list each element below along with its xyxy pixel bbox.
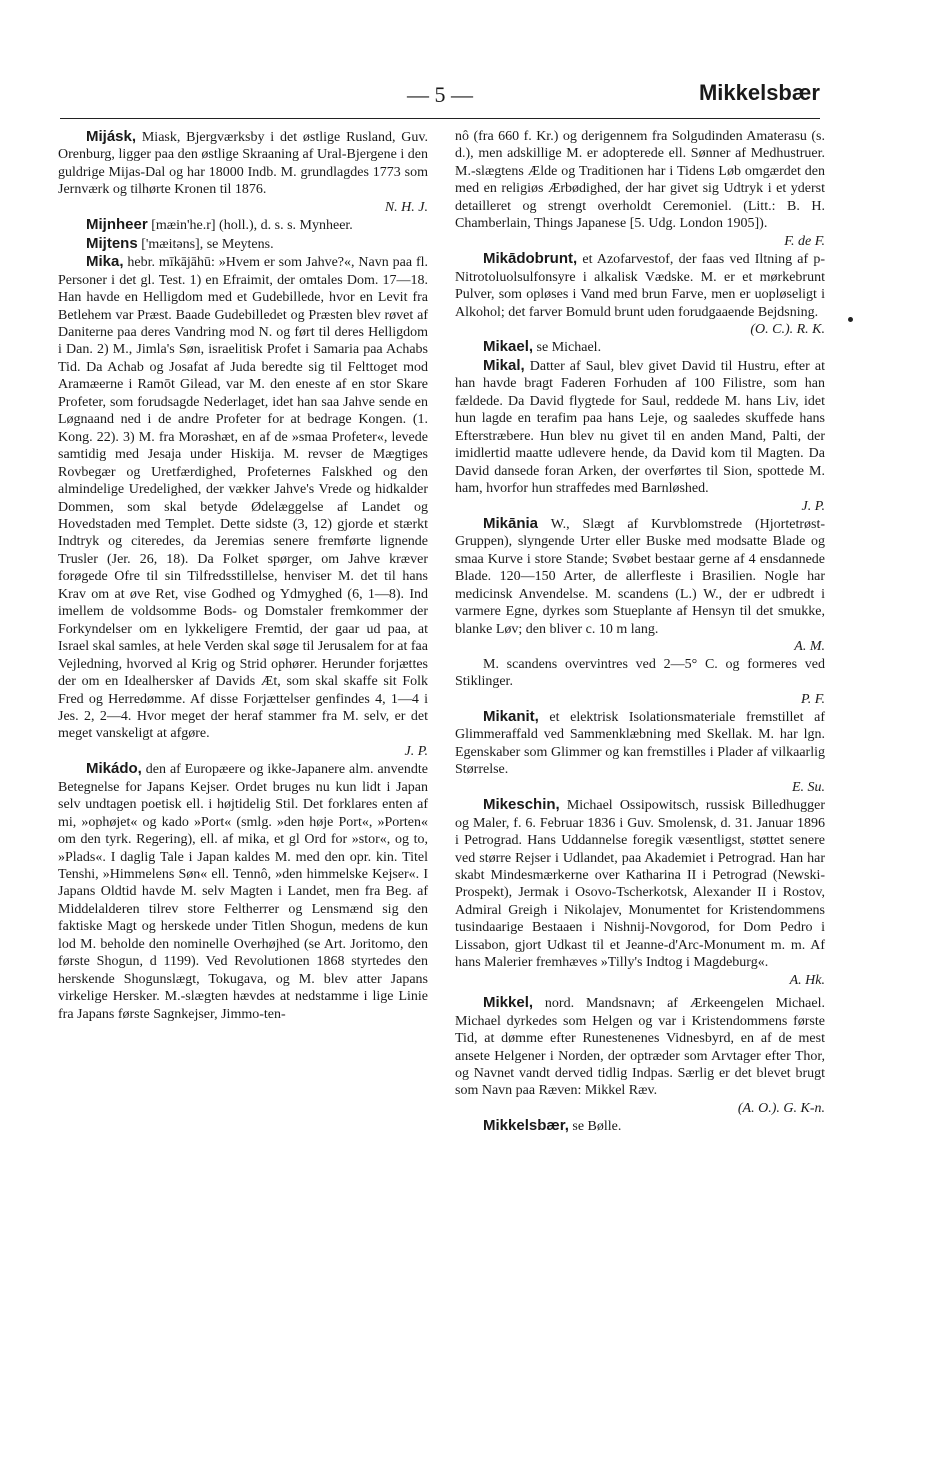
entry-headword: Mijásk, [86,128,137,145]
entry-text: se Michael. [533,340,602,356]
entry-mikado-continued [455,128,825,250]
right-column [455,128,825,1136]
entry-headword: Mikal, [483,356,525,374]
entry-mikadobrunt [455,250,825,338]
entry-headword: Mikkel, [483,994,534,1012]
header-rule [60,118,820,119]
entry-signature: N. H. J. [384,199,428,215]
entry-mikeschin [455,796,825,989]
entry-mijtens [58,235,428,253]
entry-headword: Mikānia [483,514,539,532]
page-header [60,80,820,112]
entry-text: M. scandens overvintres ved 2—5° C. og formeres ved Stiklinger. [455,656,825,690]
entry-mikania [455,515,825,656]
entry-text: et Azofarvestof, der faas ved Iltning af p-Nitrotoluolsulfonsyre i alkalisk Vædske. M. er et mørkebrunt Pulver, som opløses i Vand med brun Farve, men er uopløseligt i Alkohol; det farver Bomuld brunt uden forudgaaende Bejdsning. [455,252,825,320]
entry-text: W., Slægt af Kurvblomstrede (Hjortetrøst-Gruppen), slyngende Urter eller Buske med modsatte Blade og smaa Kurve i store Stande; Svøbet bestaar gerne af 4 ensdannede Blade. 120—150 Arter, de allerfleste i Brasilien. Nogle har medicinsk Anvendelse. M. scandens (L.) W., der er udbredt i varmere Egne, dyrkes som Stueplante af Hensyn til det smukke, blanke Løv; den bliver c. 10 m lang. [455,516,825,637]
entry-signature: E. Su. [791,779,825,795]
entry-signature: J. P. [404,743,428,759]
entry-mikkel [455,994,825,1117]
entry-signature: A. Hk. [789,972,825,988]
entry-headword: Mikeschin, [483,796,560,814]
entry-text: nord. Mandsnavn; af Ærkeengelen Michael. Michael dyrkedes som Helgen og var i Kristendommens første Tid, at dømme efter Runestenenes Vidnesbyrd, en af de mest ansete Helgener i Norden, der optræder som Arvtager efter Thor, og Navnet vandt derved tidlig Indpas. Særlig er det blevet brugt som Navn paa Ræven: Mikkel Ræv. [455,996,825,1099]
entry-mikania-note [455,656,825,708]
entry-headword: Mikael, [483,338,534,356]
left-column [58,128,428,1023]
entry-headword: Mikkelsbær, [483,1117,569,1135]
entry-text: [mæin'he.r] (holl.), d. s. s. Mynheer. [147,218,353,234]
page-number: — 5 — [407,82,473,107]
entry-signature: (O. C.). R. K. [750,321,825,337]
entry-mijask [58,128,428,216]
entry-text: se Bølle. [568,1119,622,1135]
entry-mika [58,253,428,760]
entry-mikal [455,357,825,515]
entry-headword: Mijnheer [86,216,148,234]
entry-mikkelsbaer [455,1117,825,1135]
entry-text: den af Europæere og ikke-Japanere alm. anvendte Betegnelse for Japans Kejser. Ordet bruges nu kun lidt i Japan selv undtagen poetisk ell. i højtidelig Stil. Det forklares enten af mi, »ophøjet« og kado »Port« (smlg. »den høje Port«, »Porten« om den tyrk. Regering), ell. af mika, et gl Ord for »stor«, og to, »Plads«. I daglig Tale i Japan kaldes M. med den opr. kin. Titel Tenshi, »Himmelens Søn« ell. Tennô, »den himmelske Kejser«. I Japans Oldtid havde M. selv Magten i Landet, men fra Beg. af Middelalderen tilrev store Feltherrer og Lensmænd sig den faktiske Magt og herskede under Titlen Shogun, medens de kun lod M. beholde den nominelle Overhøjhed (se Art. Joritomo, den første Shogun, d 1199). Ved Revolutionen 1868 styrtedes den herskende Shogunslægt, Tokugava, og M. blev atter Japans virkelige Hersker. M.-slægten hævdes at nedstamme i lige Linie fra Japans første Sagnkejser, Jimmo-ten- [58,762,428,1022]
running-head: Mikkelsbær [698,80,820,105]
entry-headword: Mijtens [86,234,138,252]
entry-text: Michael Ossipowitsch, russisk Billedhugger og Maler, f. 6. Februar 1836 i Guv. Smolensk, d. 31. Januar 1896 i Petrograd. Hans Uddannelse foregik væsentligst, støttet senere ved større Rejser i Udlandet, paa Akademiet i Petrograd. Han har skabt Mindesmærkerne over Katharina II i Petrograd (Newski-Prospekt), Jermak i Osovo-Tscherkotsk, Alexander II i Rostov, Admiral Greigh i Nikolajev, Monumentet for Kristendommens tusindaarige Bestaaen i Nishnij-Novgorod, for Dom Pedro i Lissabon, gjort Udkast til et Jeanne-d'Arc-Monument m. m. Af hans Malerier fremhæves »Tilly's Indtog i Magdeburg«. [455,798,825,971]
entry-mikado [58,760,428,1023]
entry-headword: Mikanit, [483,707,539,725]
entry-signature: A. M. [794,639,825,655]
entry-signature: (A. O.). G. K-n. [737,1100,825,1116]
entry-signature: F. de F. [784,233,825,249]
entry-mikael [455,338,825,356]
entry-headword: Mika, [86,253,124,271]
entry-mijnheer [58,216,428,234]
entry-headword: Mikádo, [86,760,142,778]
entry-text: hebr. mīkājāhū: »Hvem er som Jahve?«, Navn paa fl. Personer i det gl. Test. 1) en Efraimit, der omtales Dom. 17—18. Han havde en Helligdom med et Gudebillede, hvor en Levit fra Betlehem var Præst. Baade Gudebilledet og Præsten blev røvet af Daniterne paa deres Vandring mod N. og ført til deres Helligdom i Dan. 2) M., Jimla's Søn, israelitisk Profet i Samaria paa Achabs Tid. Da Achab og Josafat af Juda beredte sig til Felttoget mod Aramæerne i Ramōt Gilead, var M. den eneste af en stor Skare Profeter, som forudsagde Nederlaget, idet han saa Jahve sende en Løgnaand ned i de andre Profeter for at bedrage Kongen. (1. Kong. 22). 3) M. fra Morəshæt, en af de »smaa Profeter«, levede samtidig med Jesaja under Hiskija. M. revser de Mægtiges Rovbegær og Uretfærdighed, Profeternes Falskhed og den almindelige Uredelighed, der vækker Jahve's Vrede og hidkalder Dommen, som skal betyde Ødelæggelse af Landet og Hovedstaden med Templet. Dette sidste (3, 12) gjorde et stærkt Indtryk og citeredes, da Jeremias senere fremførte lignende Trusler (Jer. 26, 18). Da Folket spørger, om Jahve kræver forøgede Ofre til sin Tilfredsstillelse, henviser M. det til hans Krav om at øve Ret, vise Godhed og Ydmyghed (6, 1—8). Ind imellem de voldsomme Bods- og Domstaler fremkommer der Forkyndelser om en lykkeligere Fremtid, der gaar ud paa, at Israel skal samles, at hele Verden skal søge til Jerusalem for at faa Vejledning, hvorved al Krig og Strid ophører. Herunder forjættes der om en Idealhersker af Davids Æt, som skal skaffe sit Folk Fred og Herredømme. Af disse Forjættelser genfindes 4, 1—4 i Jes. 2, 2—4. Hvor meget der heraf stammer fra M. selv, er det meget vanskeligt at afgøre. [58,255,428,742]
entry-mikanit [455,708,825,796]
entry-headword: Mikādobrunt, [483,250,578,268]
entry-signature: P. F. [801,691,825,707]
entry-signature: J. P. [801,498,825,514]
entry-text: et elektrisk Isolationsmateriale fremstillet af Glimmeraffald ved Sammenklæbning med Skellak. M. har lgn. Egenskaber som Glimmer og kan fremstilles i Plader af vilkaarlig Størrelse. [455,709,825,778]
entry-text: Miask, Bjergværksby i det østlige Rusland, Guv. Orenburg, ligger paa den østlige Skraaning af Ural-Bjergene i den guldrige Mijas-Dal og har 18000 Indb. M. grundlagdes 1773 som Jernværk og tilhørte Kronen til 1876. [58,130,428,198]
entry-text: ['mæitəns], se Meytens. [137,236,274,252]
entry-text: Datter af Saul, blev givet David til Hustru, efter at han havde bragt Faderen Forhuden af 100 Filistre, som han fældede. Da David flygtede for Saul, reddede M. hans Liv, idet hun lagde en terafim paa hans Leje, og saaledes skuffede hans Efterstræbere. Hun blev nu givet til en anden Mand, Palti, der imidlertid maatte udlevere hende, da David kom til Magten. Da David dansede foran Arken, der overførtes til Sion, spottede M. ham, hvorfor hun straffedes med Barnløshed. [455,358,825,497]
print-speck [848,317,853,322]
entry-text: nô (fra 660 f. Kr.) og derigennem fra Solgudinden Amaterasu (s. d.), men adskillige M. er adopterede ell. Sønner af Medhustruer. M.-slægtens Ælde og Traditionen har i Tidens Løb omgærdet den med en religiøs Ærbødighed, der har givet sig Udtryk i et yderst detailleret og strengt overholdt Ceremoniel. (Litt.: B. H. Chamberlain, Things Japanese [5. Udg. London 1905]). [455,129,825,232]
